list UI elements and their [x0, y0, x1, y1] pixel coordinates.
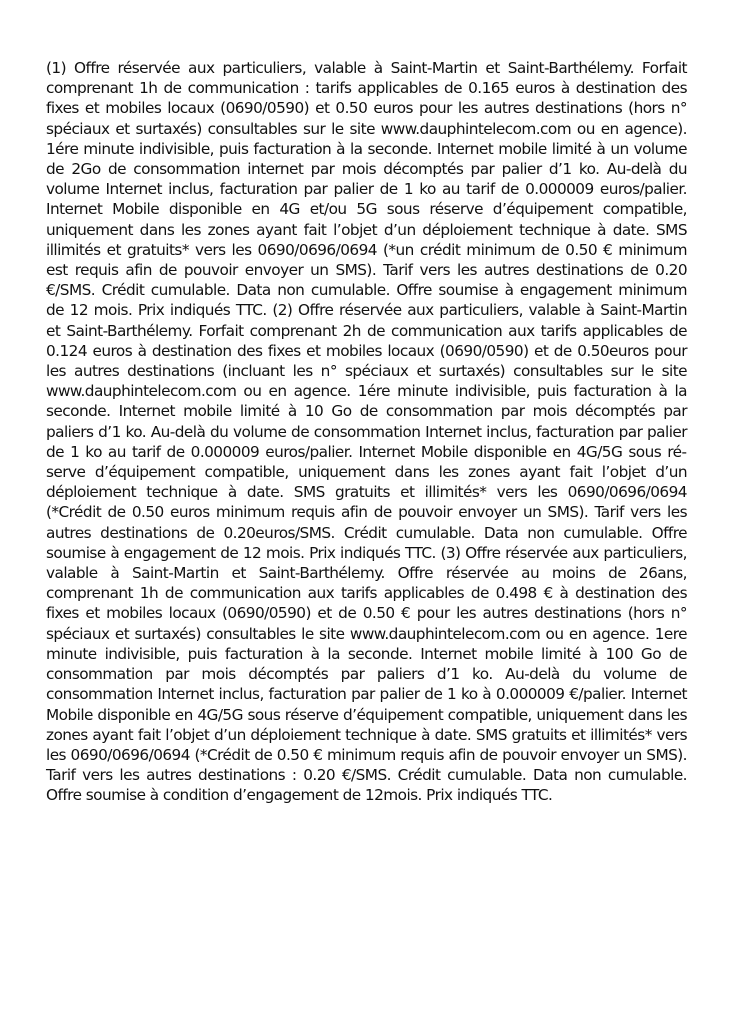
legal-terms-text: (1) Offre réservée aux particuliers, valable à Saint-Martin et Saint-Barthélemy. Forfait comprenant 1h de communication : tarifs applicables de 0.165 euros à destination des fixes et mobiles locaux (0690/0590) et 0.50 euros pour les autres destinations (hors n° spéciaux et surtaxés) consultables sur le site www.dauphintelecom.com ou en agence). 1ére minute indivisible, puis facturation à la seconde. Internet mobile limité à un volume de 2Go de consommation internet par mois décomptés par palier d’1 ko. Au-delà du volume Internet inclus, facturation par palier de 1 ko au tarif de 0.000009 euros/palier. Internet Mobile disponible en 4G et/ou 5G sous réserve d’équipement compatible, uniquement dans les zones ayant fait l’objet d’un déploiement technique à date. SMS illimités et gratuits* vers les 0690/0696/0694 (*un crédit minimum de 0.50 € minimum est requis afin de pouvoir envoyer un SMS). Tarif vers les autres destinations de 0.20 €/SMS. Crédit cumulable. Data non cumulable. Offre soumise à engagement minimum de 12 mois. Prix indiqués TTC. (2) Offre réservée aux particuliers, valable à Saint-Martin et Saint-Barthélemy. Forfait comprenant 2h de communication aux tarifs applicables de 0.124 euros à destination des fixes et mobiles locaux (0690/0590) et de 0.50euros pour les autres destinations (incluant les n° spéciaux et surtaxés) consultables sur le site www.dauphintelecom.com ou en agence. 1ére minute indivisible, puis facturation à la seconde. Internet mobile limité à 10 Go de consommation par mois décomptés par paliers d’1 ko. Au-delà du volume de consommation Internet inclus, facturation par palier de 1 ko au tarif de 0.000009 euros/palier. Internet Mobile disponible en 4G/5G sous réserve d’équipement compatible, uniquement dans les zones ayant fait l’objet d’un déploiement technique à date. SMS gratuits et illimités* vers les 0690/0696/0694 (*Crédit de 0.50 euros minimum requis afin de pouvoir envoyer un SMS). Tarif vers les autres destinations de 0.20euros/SMS. Crédit cumulable. Data non cumulable. Offre soumise à engagement de 12 mois. Prix indiqués TTC. (3) Offre réservée aux particuliers, valable à Saint-Martin et Saint-Barthélemy. Offre réservée au moins de 26ans, comprenant 1h de communication aux tarifs applicables de 0.498 € à destination des fixes et mobiles locaux (0690/0590) et de 0.50 € pour les autres destinations (hors n° spéciaux et surtaxés) consultables le site www.dauphintelecom.com ou en agence. 1ere minute indivisible, puis facturation à la seconde. Internet mobile limité à 100 Go de consommation par mois décomptés par paliers d’1 ko. Au-delà du volume de consommation Internet inclus, facturation par palier de 1 ko à 0.000009 €/palier. Internet Mobile disponible en 4G/5G sous réserve d’équipement compatible, uniquement dans les zones ayant fait l’objet d’un déploiement technique à date. SMS gratuits et illimités* vers les 0690/0696/0694 (*Crédit de 0.50 € minimum requis afin de pouvoir envoyer un SMS). Tarif vers les autres destinations : 0.20 €/SMS. Crédit cumulable. Data non cumulable. Offre soumise à condition d’engagement de 12mois. Prix indiqués TTC.	[46, 59, 687, 805]
